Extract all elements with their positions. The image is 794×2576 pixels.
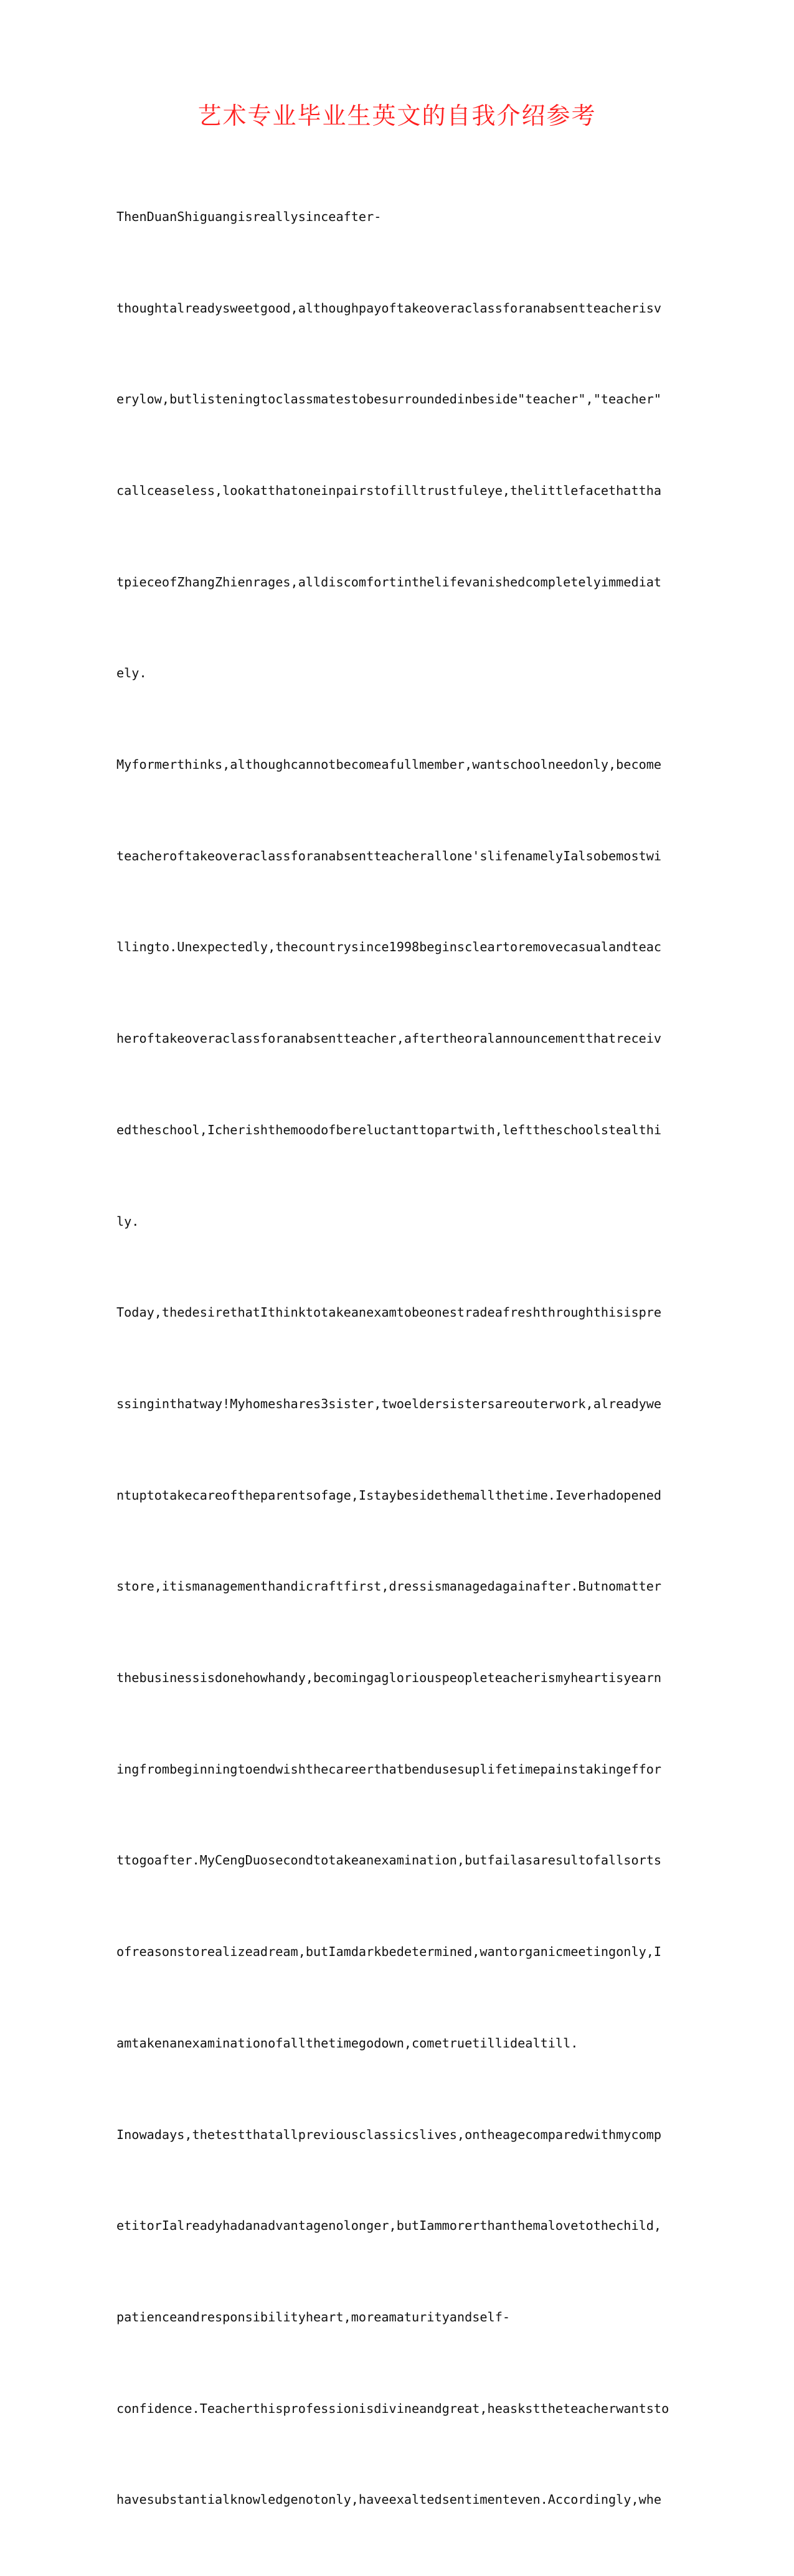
text-line: thebusinessisdonehowhandy,becomingagloriouspeopleteacherismyheartisyearn bbox=[116, 1670, 662, 1686]
text-line: amtakenanexaminationofallthetimegodown,cometruetillidealtill. bbox=[116, 2035, 579, 2051]
text-line: ofreasonstorealizeadream,butIamdarkbedetermined,wantorganicmeetingonly,I bbox=[116, 1944, 662, 1960]
text-line: ThenDuanShiguangisreallysinceafter- bbox=[116, 209, 382, 224]
text-line: callceaseless,lookatthatoneinpairstofilltrustfuleye,thelittlefacethattha bbox=[116, 482, 662, 498]
text-line: ttogoafter.MyCengDuosecondtotakeanexamination,butfailasaresultofallsorts bbox=[116, 1853, 662, 1868]
text-line: patienceandresponsibilityheart,moreamaturityandself- bbox=[116, 2309, 511, 2325]
text-line: ssinginthatway!Myhomeshares3sister,twoeldersistersareouterwork,alreadywe bbox=[116, 1396, 662, 1411]
text-line: store,itismanagementhandicraftfirst,dressismanagedagainafter.Butnomatter bbox=[116, 1579, 662, 1594]
text-line: teacheroftakeoveraclassforanabsentteacherallone'slifenamelyIalsobemostwi bbox=[116, 848, 662, 863]
text-line: tpieceofZhangZhienrages,alldiscomfortinthelifevanishedcompletelyimmediat bbox=[116, 574, 662, 590]
text-line: confidence.Teacherthisprofessionisdivineandgreat,heasksttheteacherwantsto bbox=[116, 2400, 669, 2416]
text-line: havesubstantialknowledgenotonly,haveexaltedsentimenteven.Accordingly,whe bbox=[116, 2492, 662, 2508]
text-line: ingfrombeginningtoendwishthecareerthatbendusesuplifetimepainstakingeffor bbox=[116, 1761, 662, 1777]
text-line: Myformerthinks,althoughcannotbecomeafullmember,wantschoolneedonly,become bbox=[116, 757, 662, 773]
document-title: 艺术专业毕业生英文的自我介绍参考 bbox=[197, 102, 597, 129]
text-line: edtheschool,Icherishthemoodofbereluctanttopartwith,lefttheschoolstealthi bbox=[116, 1122, 662, 1137]
text-line: ntuptotakecareoftheparentsofage,Istaybesidethemallthetime.Ieverhadopened bbox=[116, 1487, 662, 1503]
text-line: Today,thedesirethatIthinktotakeanexamtobeonestradeafreshthroughthisispre bbox=[116, 1305, 662, 1320]
text-line: thoughtalreadysweetgood,althoughpayoftakeoveraclassforanabsentteacherisv bbox=[116, 300, 662, 316]
text-line: llingto.Unexpectedly,thecountrysince1998beginscleartoremovecasualandteac bbox=[116, 939, 662, 955]
text-line: heroftakeoveraclassforanabsentteacher,aftertheoralannouncementthatreceiv bbox=[116, 1031, 662, 1046]
text-line: erylow,butlisteningtoclassmatestobesurroundedinbeside"teacher","teacher" bbox=[116, 392, 662, 407]
text-line: Inowadays,thetestthatallpreviousclassicslives,ontheagecomparedwithmycomp bbox=[116, 2127, 662, 2142]
text-line: ely. bbox=[116, 665, 147, 681]
text-line: ly. bbox=[116, 1213, 139, 1229]
text-line: etitorIalreadyhadanadvantagenolonger,butIammorerthanthemalovetothechild, bbox=[116, 2218, 662, 2234]
document-body bbox=[116, 141, 677, 2576]
